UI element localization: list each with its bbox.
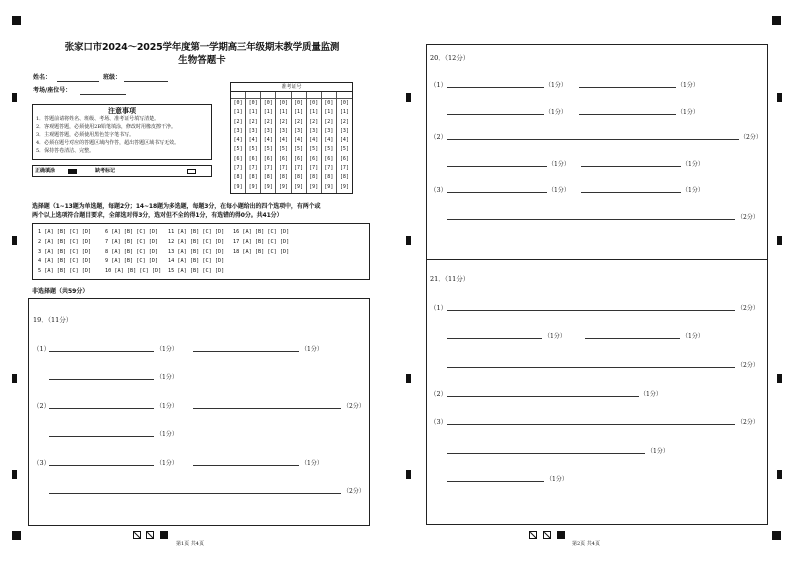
exam-id-bubble[interactable]: [0] [294,100,304,106]
exam-id-bubble[interactable]: [2] [324,118,334,125]
exam-id-bubble[interactable]: [0] [339,100,349,106]
q20-3b-points: （1分） [682,187,704,194]
exam-id-bubble[interactable]: [7] [233,165,243,172]
exam-id-bubble[interactable]: [9] [339,183,349,190]
exam-id-bubble[interactable]: [6] [263,155,273,162]
exam-id-bubble[interactable]: [6] [339,155,349,162]
exam-id-bubble[interactable]: [6] [309,155,319,162]
exam-id-bubble[interactable]: [1] [339,109,349,116]
q19-part3-label: （3） [33,459,51,467]
notes-item: 2．客观题答题，必须使用2B铅笔填涂，修改时用橡皮擦干净。 [36,124,177,131]
exam-id-bubble[interactable]: [6] [233,155,243,162]
timing-mark [406,93,411,102]
exam-id-bubble[interactable]: [4] [263,137,273,144]
class-input[interactable] [124,81,168,82]
exam-id-bubble[interactable]: [7] [339,165,349,172]
exam-id-bubble[interactable]: [9] [324,183,334,190]
q20-1a-line[interactable] [447,87,544,88]
notes-title: 注意事项 [108,107,136,115]
exam-id-column [322,92,337,193]
q21-3c-line[interactable] [447,481,544,482]
exam-id-column [307,92,322,193]
q21-3b-points: （1分） [647,448,669,455]
q21-2a-line[interactable] [447,396,639,397]
q20-1d-points: （1分） [677,109,699,116]
timing-mark [406,470,411,479]
exam-id-bubble[interactable]: [3] [309,127,319,134]
missing-mark-label: 缺考标记 [95,168,116,174]
exam-id-bubble[interactable]: [3] [278,127,288,134]
q21-1d-line[interactable] [447,367,735,368]
exam-id-column [337,92,352,193]
exam-id-bubble[interactable]: [1] [248,109,258,116]
page-subtitle: 生物答题卡 [178,55,226,66]
timing-mark [12,93,17,102]
q20-1d-line[interactable] [579,114,676,115]
choice-question-row[interactable]: 2 [A] [B] [C] [D] [38,238,92,245]
q21-1a-points: （2分） [737,305,759,312]
timing-mark [12,470,17,479]
q20-part2-label: （2） [430,133,448,141]
q21-3c-points: （1分） [546,476,568,483]
q21-1c-line[interactable] [585,338,680,339]
exam-id-bubble[interactable]: [4] [248,137,258,144]
fill-example-box [32,165,212,177]
exam-id-label: 准考证号 [231,83,352,92]
q19-part2-label: （2） [33,402,51,410]
q20-3c-points: （2分） [737,214,759,221]
exam-id-bubble[interactable]: [4] [309,137,319,144]
timing-mark [406,374,411,383]
q21-part3-label: （3） [430,418,448,426]
q19-title: 19．（11分） [33,316,73,324]
slash-box-icon [133,531,141,539]
choice-question-row[interactable]: 12 [A] [B] [C] [D] [168,238,225,245]
exam-id-bubble[interactable]: [7] [294,165,304,172]
notes-item: 1．答题前请将姓名、班级、考场、准考证号填写清楚。 [36,116,160,123]
filled-box-icon [160,531,168,539]
q19-3b-points: （1分） [301,460,323,467]
corner-mark-bottom-left [12,531,21,540]
q19-3a-points: （1分） [156,460,178,467]
exam-id-bubble[interactable]: [0] [324,100,334,106]
q20-1a-points: （1分） [545,82,567,89]
exam-id-bubble[interactable]: [6] [294,155,304,162]
timing-mark [406,236,411,245]
notes-item: 3．主观题答题，必须使用黑色签字笔书写。 [36,132,135,139]
name-label: 姓名： [33,74,52,81]
choice-instructions-line1: 选择题（1~13题为单选题，每题2分；14~18题为多选题，每题3分，在每小题给出的四个选项中，有两个或 [32,203,321,210]
exam-id-bubble[interactable]: [8] [324,174,334,181]
exam-id-bubble[interactable]: [7] [309,165,319,172]
q21-part2-label: （2） [430,390,448,398]
exam-id-write-cell[interactable] [307,92,321,99]
q21-1c-points: （1分） [682,333,704,340]
q19-1c-line[interactable] [49,379,154,380]
exam-id-bubble[interactable]: [1] [309,109,319,116]
q20-answer-box [426,44,768,260]
q20-2b-points: （1分） [548,161,570,168]
q19-1c-points: （1分） [156,374,178,381]
exam-id-bubble[interactable]: [5] [263,146,273,153]
page-number-2: 第2页 共4页 [572,541,600,547]
exam-id-bubble[interactable]: [1] [294,109,304,116]
q20-3a-line[interactable] [447,192,547,193]
q21-3b-line[interactable] [447,453,645,454]
exam-id-bubble[interactable]: [6] [248,155,258,162]
exam-id-column [246,92,261,193]
q19-2a-points: （1分） [156,403,178,410]
exam-id-column [231,92,246,193]
q20-part3-label: （3） [430,186,448,194]
exam-id-column [261,92,276,193]
exam-id-bubble[interactable]: [0] [233,100,243,106]
exam-id-bubble[interactable]: [2] [278,118,288,125]
exam-id-bubble[interactable]: [3] [294,127,304,134]
exam-id-write-cell[interactable] [292,92,306,99]
corner-mark-top-left [12,16,21,25]
exam-id-bubble[interactable]: [8] [233,174,243,181]
exam-id-bubble[interactable]: [4] [339,137,349,144]
exam-id-bubble[interactable]: [0] [309,100,319,106]
missing-mark-box[interactable] [187,169,196,174]
q19-answer-box [28,298,370,526]
q20-3b-line[interactable] [581,192,681,193]
page-number-1: 第1页 共4页 [176,541,204,547]
exam-id-bubble[interactable]: [3] [233,127,243,134]
q19-3c-points: （2分） [343,488,365,495]
exam-id-bubble[interactable]: [8] [294,174,304,181]
exam-id-bubble[interactable]: [5] [294,146,304,153]
choice-question-row[interactable]: 5 [A] [B] [C] [D] [38,268,92,275]
q20-2a-points: （2分） [740,134,762,141]
choice-question-row[interactable]: 14 [A] [B] [C] [D] [168,258,225,265]
exam-id-bubble[interactable]: [9] [309,183,319,190]
exam-id-bubble[interactable]: [3] [339,127,349,134]
q20-3c-line[interactable] [447,219,735,220]
q21-answer-box [426,260,768,525]
nonchoice-label: 非选择题（共59分） [32,288,89,295]
exam-id-bubble[interactable]: [8] [339,174,349,181]
q20-2b-line[interactable] [447,166,547,167]
choice-question-row[interactable]: 8 [A] [B] [C] [D] [105,248,159,255]
timing-mark [777,470,782,479]
choice-question-row[interactable]: 15 [A] [B] [C] [D] [168,268,225,275]
exam-id-bubble[interactable]: [8] [263,174,273,181]
correct-fill-sample [68,169,77,174]
exam-id-bubble[interactable]: [7] [324,165,334,172]
q19-3c-line[interactable] [49,493,341,494]
exam-id-bubble[interactable]: [4] [294,137,304,144]
q21-1b-points: （1分） [544,333,566,340]
q20-title: 20．（12分） [430,54,470,62]
exam-id-bubble[interactable]: [1] [324,109,334,116]
exam-id-write-cell[interactable] [276,92,290,99]
q20-1b-line[interactable] [579,87,676,88]
q20-3a-points: （1分） [548,187,570,194]
exam-id-bubble[interactable]: [2] [339,118,349,125]
q19-2b-points: （2分） [343,403,365,410]
slash-box-icon [543,531,551,539]
exam-id-bubble[interactable]: [8] [309,174,319,181]
exam-id-bubble[interactable]: [4] [324,137,334,144]
exam-id-bubble[interactable]: [7] [278,165,288,172]
q21-2a-points: （1分） [640,391,662,398]
exam-id-write-cell[interactable] [337,92,352,99]
filled-box-icon [557,531,565,539]
exam-id-bubble[interactable]: [5] [309,146,319,153]
exam-id-column [276,92,291,193]
exam-id-bubble[interactable]: [4] [278,137,288,144]
page-title: 张家口市2024～2025学年度第一学期高三年级期末教学质量监测 [64,42,340,53]
q21-part1-label: （1） [430,304,448,312]
class-label: 班级： [103,74,122,81]
q19-3b-line[interactable] [193,465,299,466]
exam-id-bubble[interactable]: [3] [263,127,273,134]
q20-2a-line[interactable] [447,139,739,140]
q21-1d-points: （2分） [737,362,759,369]
q21-1b-line[interactable] [447,338,542,339]
q19-1a-line[interactable] [49,351,154,352]
exam-id-write-cell[interactable] [322,92,336,99]
exam-id-bubble[interactable]: [9] [233,183,243,190]
exam-id-bubble[interactable]: [0] [248,100,258,106]
choice-question-row[interactable]: 4 [A] [B] [C] [D] [38,258,92,265]
choice-question-row[interactable]: 13 [A] [B] [C] [D] [168,248,225,255]
q19-2a-line[interactable] [49,408,154,409]
q21-3a-points: （2分） [737,419,759,426]
exam-id-box [230,82,353,194]
exam-id-bubble[interactable]: [0] [263,100,273,106]
exam-id-bubble[interactable]: [6] [324,155,334,162]
choice-question-row[interactable]: 10 [A] [B] [C] [D] [105,268,162,275]
q20-2c-points: （1分） [682,161,704,168]
exam-id-bubble[interactable]: [1] [233,109,243,116]
q19-2b-line[interactable] [193,408,341,409]
slash-box-icon [146,531,154,539]
name-input[interactable] [57,81,99,82]
exam-id-bubble[interactable]: [9] [294,183,304,190]
exam-id-write-cell[interactable] [261,92,275,99]
exam-id-bubble[interactable]: [5] [324,146,334,153]
exam-id-bubble[interactable]: [2] [309,118,319,125]
choice-instructions-line2: 两个以上选项符合题目要求，全部选对得3分，选对但不全的得1分，有选错的得0分。共41分） [32,212,283,219]
q20-1b-points: （1分） [677,82,699,89]
choice-question-row[interactable]: 7 [A] [B] [C] [D] [105,238,159,245]
choice-question-row[interactable]: 16 [A] [B] [C] [D] [233,229,290,235]
timing-mark [777,93,782,102]
exam-id-bubble[interactable]: [7] [263,165,273,172]
notes-item: 5．保持答卷清洁、完整。 [36,148,95,155]
q19-1b-points: （1分） [301,346,323,353]
exam-id-grid [231,92,352,193]
exam-id-write-cell[interactable] [246,92,260,99]
exam-id-bubble[interactable]: [3] [324,127,334,134]
q19-3a-line[interactable] [49,465,154,466]
choice-question-row[interactable]: 18 [A] [B] [C] [D] [233,248,290,255]
exam-id-bubble[interactable]: [5] [248,146,258,153]
exam-id-bubble[interactable]: [1] [263,109,273,116]
q21-1a-line[interactable] [447,310,735,311]
exam-id-bubble[interactable]: [9] [263,183,273,190]
q19-2c-line[interactable] [49,436,154,437]
exam-id-bubble[interactable]: [0] [278,100,288,106]
notes-list [36,116,211,156]
q19-1b-line[interactable] [193,351,299,352]
notes-box [32,104,212,160]
timing-mark [777,236,782,245]
q19-part1-label: （1） [33,345,51,353]
q20-1c-points: （1分） [545,109,567,116]
exam-id-write-cell[interactable] [231,92,245,99]
exam-id-bubble[interactable]: [1] [278,109,288,116]
notes-item: 4．必须在题号对应的答题区域内作答，超出答题区域书写无效。 [36,140,180,147]
corner-mark-bottom-right [772,531,781,540]
exam-id-bubble[interactable]: [2] [294,118,304,125]
corner-mark-top-right [772,16,781,25]
q20-1c-line[interactable] [447,114,544,115]
timing-mark [12,236,17,245]
choice-question-row[interactable]: 6 [A] [B] [C] [D] [105,229,159,235]
exam-id-bubble[interactable]: [8] [278,174,288,181]
choice-question-row[interactable]: 9 [A] [B] [C] [D] [105,258,159,265]
q19-2c-points: （1分） [156,431,178,438]
exam-id-bubble[interactable]: [2] [248,118,258,125]
q20-2c-line[interactable] [581,166,681,167]
q19-1a-points: （1分） [156,346,178,353]
exam-id-bubble[interactable]: [2] [233,118,243,125]
q21-3a-line[interactable] [447,424,735,425]
choice-question-row[interactable]: 11 [A] [B] [C] [D] [168,229,225,235]
choice-question-row[interactable]: 17 [A] [B] [C] [D] [233,238,290,245]
q21-title: 21．（11分） [430,275,470,283]
room-seat-label: 考场/座位号： [33,87,72,94]
exam-id-bubble[interactable]: [5] [233,146,243,153]
q20-part1-label: （1） [430,81,448,89]
exam-id-bubble[interactable]: [3] [248,127,258,134]
exam-id-bubble[interactable]: [9] [278,183,288,190]
exam-id-bubble[interactable]: [5] [339,146,349,153]
choice-question-row[interactable]: 3 [A] [B] [C] [D] [38,248,92,255]
exam-id-bubble[interactable]: [6] [278,155,288,162]
exam-id-column [292,92,307,193]
timing-mark [12,374,17,383]
room-seat-input[interactable] [80,94,126,95]
slash-box-icon [529,531,537,539]
choice-question-row[interactable]: 1 [A] [B] [C] [D] [38,229,92,235]
exam-id-bubble[interactable]: [8] [248,174,258,181]
exam-id-bubble[interactable]: [5] [278,146,288,153]
exam-id-bubble[interactable]: [7] [248,165,258,172]
exam-id-bubble[interactable]: [4] [233,137,243,144]
choice-answer-box [32,223,370,280]
exam-id-bubble[interactable]: [2] [263,118,273,125]
timing-mark [777,374,782,383]
exam-id-bubble[interactable]: [9] [248,183,258,190]
correct-fill-label: 正确填涂 [35,168,56,174]
